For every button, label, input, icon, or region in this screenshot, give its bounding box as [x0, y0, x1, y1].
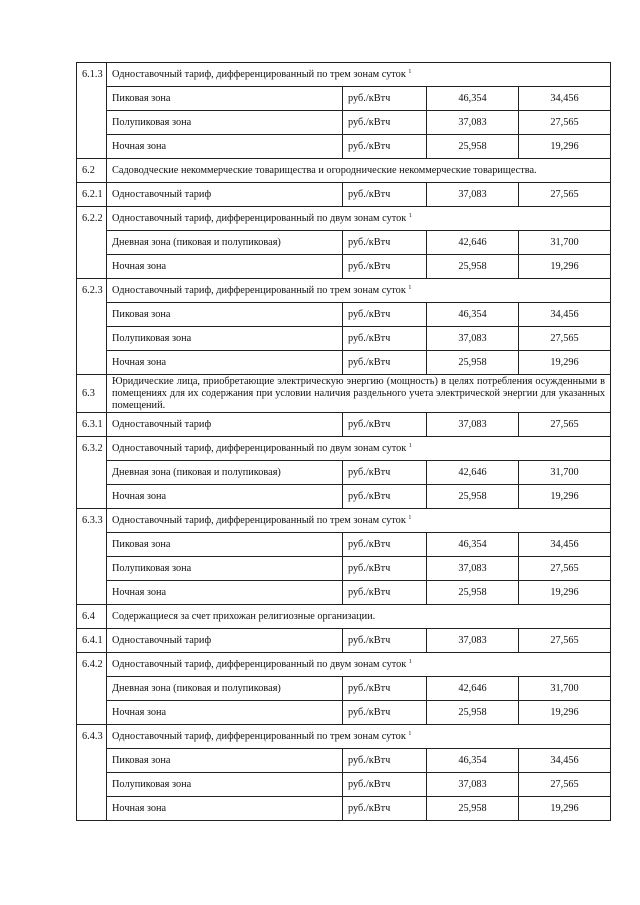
- section-header-text: [107, 509, 611, 533]
- tariff-value-2: 27,565: [519, 413, 611, 437]
- item-number: 6.2.3: [77, 279, 107, 375]
- section-header-text: [107, 63, 611, 87]
- table-row: [77, 279, 611, 303]
- section-title: Садоводческие некоммерческие товарищества и огороднические некоммерческие товарищества.: [107, 159, 611, 183]
- unit: руб./кВтч: [343, 413, 427, 437]
- table-row: [77, 87, 611, 111]
- tariff-table-body: [77, 63, 611, 821]
- unit: руб./кВтч: [343, 677, 427, 701]
- section-title: Юридические лица, приобретающие электрическую энергию (мощность) в целях потребления осужденными в помещениях для их содержания при условии наличия раздельного учета электрической энергии для указанных помещений.: [107, 375, 611, 413]
- tariff-value-1: 46,354: [427, 749, 519, 773]
- zone-name: Ночная зона: [107, 701, 343, 725]
- item-number: 6.3.2: [77, 437, 107, 509]
- tariff-value-2: 34,456: [519, 87, 611, 111]
- unit: руб./кВтч: [343, 485, 427, 509]
- unit: руб./кВтч: [343, 773, 427, 797]
- tariff-value-2: 19,296: [519, 797, 611, 821]
- tariff-value-1: 37,083: [427, 111, 519, 135]
- header-text: Одноставочный тариф, дифференцированный по трем зонам суток: [112, 68, 406, 80]
- tariff-name: Одноставочный тариф: [107, 413, 343, 437]
- tariff-value-2: 34,456: [519, 533, 611, 557]
- zone-name: Ночная зона: [107, 797, 343, 821]
- tariff-value-1: 37,083: [427, 629, 519, 653]
- item-number: 6.4.1: [77, 629, 107, 653]
- table-row: [77, 725, 611, 749]
- table-row: [77, 701, 611, 725]
- item-number: 6.4.3: [77, 725, 107, 821]
- item-number: 6.2.1: [77, 183, 107, 207]
- tariff-value-2: 27,565: [519, 629, 611, 653]
- unit: руб./кВтч: [343, 255, 427, 279]
- tariff-value-1: 42,646: [427, 677, 519, 701]
- tariff-value-2: 19,296: [519, 135, 611, 159]
- item-number: 6.3.1: [77, 413, 107, 437]
- unit: руб./кВтч: [343, 749, 427, 773]
- tariff-name: Одноставочный тариф: [107, 183, 343, 207]
- item-number: 6.1.3: [77, 63, 107, 159]
- table-row: [77, 413, 611, 437]
- tariff-value-1: 25,958: [427, 351, 519, 375]
- zone-name: Ночная зона: [107, 485, 343, 509]
- table-row: [77, 111, 611, 135]
- header-text: Одноставочный тариф, дифференцированный по двум зонам суток: [112, 442, 407, 454]
- unit: руб./кВтч: [343, 135, 427, 159]
- tariff-value-1: 42,646: [427, 461, 519, 485]
- table-row: [77, 605, 611, 629]
- footnote-marker: 1: [408, 730, 412, 737]
- unit: руб./кВтч: [343, 461, 427, 485]
- section-title: Содержащиеся за счет прихожан религиозные организации.: [107, 605, 611, 629]
- item-number: 6.4: [77, 605, 107, 629]
- table-row: [77, 533, 611, 557]
- tariff-value-2: 19,296: [519, 485, 611, 509]
- table-row: [77, 677, 611, 701]
- unit: руб./кВтч: [343, 183, 427, 207]
- footnote-marker: 1: [408, 284, 412, 291]
- tariff-name: Одноставочный тариф: [107, 629, 343, 653]
- unit: руб./кВтч: [343, 557, 427, 581]
- table-row: [77, 231, 611, 255]
- footnote-marker: 1: [408, 514, 412, 521]
- header-text: Одноставочный тариф, дифференцированный по трем зонам суток: [112, 730, 406, 742]
- zone-name: Полупиковая зона: [107, 773, 343, 797]
- table-row: [77, 351, 611, 375]
- header-text: Одноставочный тариф, дифференцированный по двум зонам суток: [112, 658, 407, 670]
- header-text: Одноставочный тариф, дифференцированный по трем зонам суток: [112, 284, 406, 296]
- unit: руб./кВтч: [343, 797, 427, 821]
- tariff-value-1: 37,083: [427, 413, 519, 437]
- table-row: [77, 207, 611, 231]
- tariff-value-2: 27,565: [519, 183, 611, 207]
- unit: руб./кВтч: [343, 111, 427, 135]
- tariff-value-2: 19,296: [519, 255, 611, 279]
- header-text: Одноставочный тариф, дифференцированный по двум зонам суток: [112, 212, 407, 224]
- tariff-value-2: 19,296: [519, 581, 611, 605]
- tariff-value-2: 19,296: [519, 701, 611, 725]
- unit: руб./кВтч: [343, 303, 427, 327]
- zone-name: Дневная зона (пиковая и полупиковая): [107, 231, 343, 255]
- unit: руб./кВтч: [343, 581, 427, 605]
- tariff-value-1: 25,958: [427, 255, 519, 279]
- zone-name: Ночная зона: [107, 581, 343, 605]
- table-row: [77, 485, 611, 509]
- tariff-value-1: 25,958: [427, 135, 519, 159]
- tariff-value-1: 25,958: [427, 485, 519, 509]
- unit: руб./кВтч: [343, 327, 427, 351]
- footnote-marker: 1: [408, 658, 412, 665]
- table-row: [77, 797, 611, 821]
- section-header-text: [107, 653, 611, 677]
- tariff-value-2: 27,565: [519, 557, 611, 581]
- table-row: [77, 581, 611, 605]
- tariff-value-2: 31,700: [519, 461, 611, 485]
- tariff-value-1: 37,083: [427, 327, 519, 351]
- zone-name: Полупиковая зона: [107, 557, 343, 581]
- table-row: [77, 135, 611, 159]
- tariff-table: [76, 62, 611, 821]
- table-row: [77, 509, 611, 533]
- section-header-text: [107, 207, 611, 231]
- zone-name: Ночная зона: [107, 135, 343, 159]
- zone-name: Дневная зона (пиковая и полупиковая): [107, 461, 343, 485]
- tariff-value-2: 31,700: [519, 231, 611, 255]
- item-number: 6.3: [77, 375, 107, 413]
- unit: руб./кВтч: [343, 533, 427, 557]
- zone-name: Пиковая зона: [107, 533, 343, 557]
- table-row: [77, 159, 611, 183]
- item-number: 6.2.2: [77, 207, 107, 279]
- section-header-text: [107, 725, 611, 749]
- table-row: [77, 437, 611, 461]
- item-number: 6.2: [77, 159, 107, 183]
- tariff-value-1: 25,958: [427, 581, 519, 605]
- footnote-marker: 1: [408, 212, 412, 219]
- footnote-marker: 1: [408, 442, 412, 449]
- tariff-value-1: 37,083: [427, 773, 519, 797]
- tariff-value-2: 27,565: [519, 327, 611, 351]
- unit: руб./кВтч: [343, 231, 427, 255]
- unit: руб./кВтч: [343, 87, 427, 111]
- tariff-value-2: 19,296: [519, 351, 611, 375]
- table-row: [77, 653, 611, 677]
- table-row: [77, 749, 611, 773]
- tariff-value-2: 27,565: [519, 111, 611, 135]
- section-header-text: [107, 437, 611, 461]
- table-row: [77, 63, 611, 87]
- table-row: [77, 327, 611, 351]
- table-row: [77, 773, 611, 797]
- table-row: [77, 375, 611, 413]
- zone-name: Пиковая зона: [107, 303, 343, 327]
- zone-name: Пиковая зона: [107, 749, 343, 773]
- zone-name: Ночная зона: [107, 255, 343, 279]
- zone-name: Полупиковая зона: [107, 111, 343, 135]
- table-row: [77, 461, 611, 485]
- header-text: Одноставочный тариф, дифференцированный по трем зонам суток: [112, 514, 406, 526]
- unit: руб./кВтч: [343, 701, 427, 725]
- tariff-value-1: 25,958: [427, 701, 519, 725]
- tariff-value-1: 46,354: [427, 533, 519, 557]
- zone-name: Полупиковая зона: [107, 327, 343, 351]
- tariff-value-2: 34,456: [519, 749, 611, 773]
- table-row: [77, 303, 611, 327]
- unit: руб./кВтч: [343, 629, 427, 653]
- item-number: 6.4.2: [77, 653, 107, 725]
- zone-name: Ночная зона: [107, 351, 343, 375]
- section-header-text: [107, 279, 611, 303]
- tariff-value-1: 37,083: [427, 557, 519, 581]
- item-number: 6.3.3: [77, 509, 107, 605]
- tariff-value-1: 46,354: [427, 303, 519, 327]
- unit: руб./кВтч: [343, 351, 427, 375]
- zone-name: Пиковая зона: [107, 87, 343, 111]
- tariff-value-1: 42,646: [427, 231, 519, 255]
- table-row: [77, 255, 611, 279]
- table-row: [77, 557, 611, 581]
- footnote-marker: 1: [408, 68, 412, 75]
- tariff-value-2: 34,456: [519, 303, 611, 327]
- tariff-value-1: 37,083: [427, 183, 519, 207]
- table-row: [77, 629, 611, 653]
- tariff-value-2: 31,700: [519, 677, 611, 701]
- tariff-value-1: 25,958: [427, 797, 519, 821]
- zone-name: Дневная зона (пиковая и полупиковая): [107, 677, 343, 701]
- tariff-value-1: 46,354: [427, 87, 519, 111]
- table-row: [77, 183, 611, 207]
- tariff-value-2: 27,565: [519, 773, 611, 797]
